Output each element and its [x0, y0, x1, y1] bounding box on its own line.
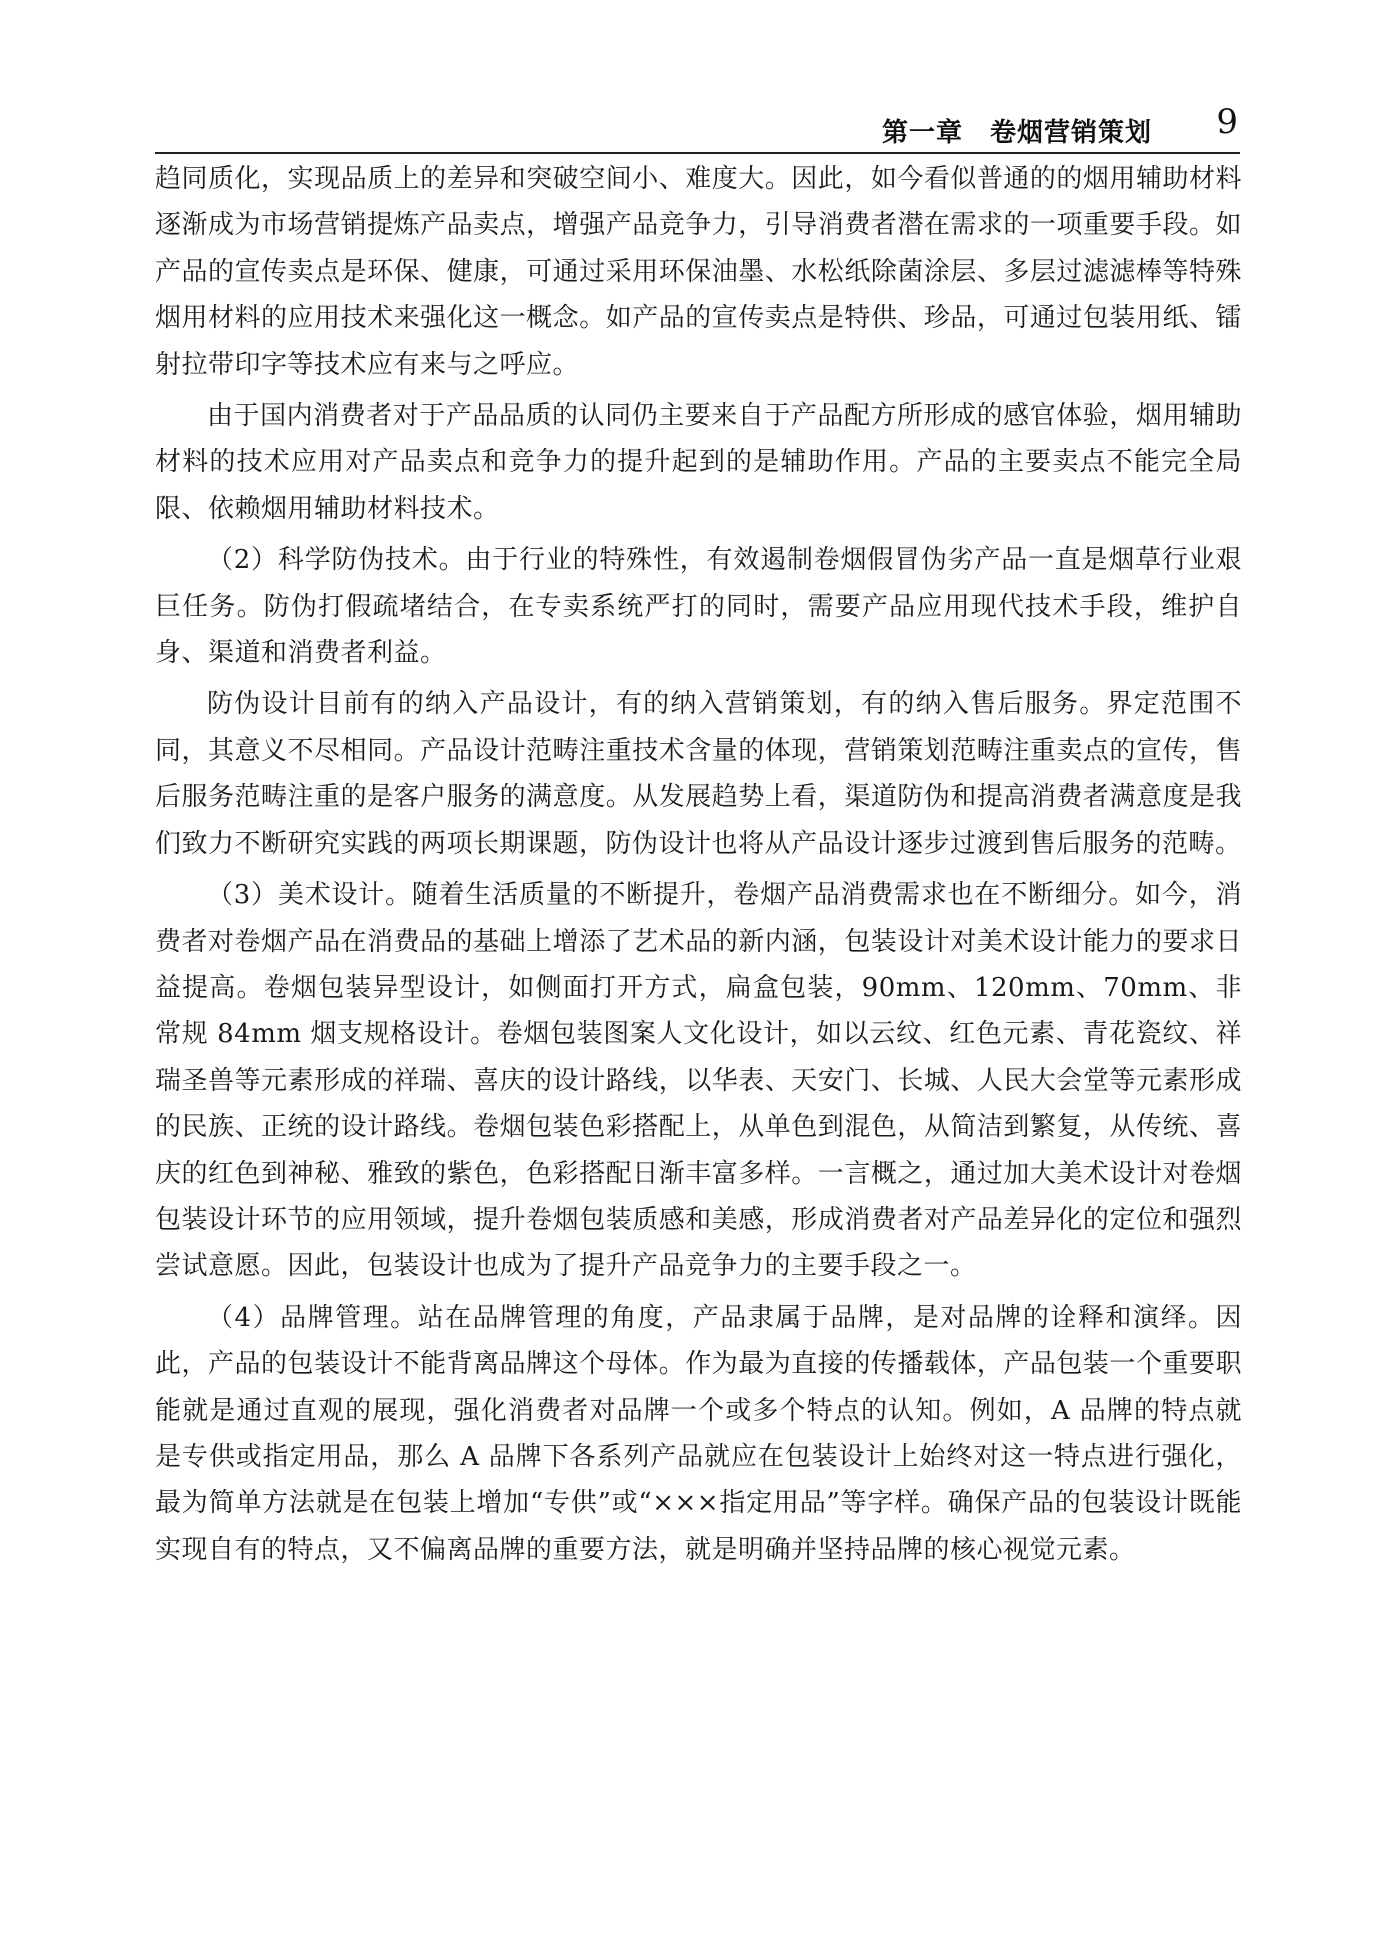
paragraph-section-2: （2）科学防伪技术。由于行业的特殊性，有效遏制卷烟假冒伪劣产品一直是烟草行业艰巨任务。防伪打假疏堵结合，在专卖系统严打的同时，需要产品应用现代技术手段，维护自身、渠道和消费者利益。: [155, 545, 1242, 669]
chapter-title: 第一章 卷烟营销策划: [881, 118, 1152, 148]
paragraph: 由于国内消费者对于产品品质的认同仍主要来自于产品配方所形成的感官体验，烟用辅助材料的技术应用对产品卖点和竞争力的提升起到的是辅助作用。产品的主要卖点不能完全局限、依赖烟用辅助材料技术。: [155, 401, 1242, 524]
paragraph-continued: 趋同质化，实现品质上的差异和突破空间小、难度大。因此，如今看似普通的的烟用辅助材料逐渐成为市场营销提炼产品卖点，增强产品竞争力，引导消费者潜在需求的一项重要手段。如产品的宣传卖点是环保、健康，可通过采用环保油墨、水松纸除菌涂层、多层过滤滤棒等特殊烟用材料的应用技术来强化这一概念。如产品的宣传卖点是特供、珍品，可通过包装用纸、镭射拉带印字等技术应有来与之呼应。: [155, 164, 1242, 380]
body-text: [155, 156, 1242, 1578]
paragraph: 防伪设计目前有的纳入产品设计，有的纳入营销策划，有的纳入售后服务。界定范围不同，其意义不尽相同。产品设计范畴注重技术含量的体现，营销策划范畴注重卖点的宣传，售后服务范畴注重的是客户服务的满意度。从发展趋势上看，渠道防伪和提高消费者满意度是我们致力不断研究实践的两项长期课题，防伪设计也将从产品设计逐步过渡到售后服务的范畴。: [155, 689, 1242, 859]
paragraph-section-3: （3）美术设计。随着生活质量的不断提升，卷烟产品消费需求也在不断细分。如今，消费者对卷烟产品在消费品的基础上增添了艺术品的新内涵，包装设计对美术设计能力的要求日益提高。卷烟包装异型设计，如侧面打开方式，扁盒包装，90mm、120mm、70mm、非常规 84mm 烟支规格设计。卷烟包装图案人文化设计，如以云纹、红色元素、青花瓷纹、祥瑞圣兽等元素形成的祥瑞、喜庆的设计路线，以华表、天安门、长城、人民大会堂等元素形成的民族、正统的设计路线。卷烟包装色彩搭配上，从单色到混色，从简洁到繁复，从传统、喜庆的红色到神秘、雅致的紫色，色彩搭配日渐丰富多样。一言概之，通过加大美术设计对卷烟包装设计环节的应用领域，提升卷烟包装质感和美感，形成消费者对产品差异化的定位和强烈尝试意愿。因此，包装设计也成为了提升产品竞争力的主要手段之一。: [155, 880, 1242, 1282]
paragraph-section-4: （4）品牌管理。站在品牌管理的角度，产品隶属于品牌，是对品牌的诠释和演绎。因此，产品的包装设计不能背离品牌这个母体。作为最为直接的传播载体，产品包装一个重要职能就是通过直观的展现，强化消费者对品牌一个或多个特点的认知。例如，A 品牌的特点就是专供或指定用品，那么 A 品牌下各系列产品就应在包装设计上始终对这一特点进行强化，最为简单方法就是在包装上增加“专供”或“×××指定用品”等字样。确保产品的包装设计既能实现自有的特点，又不偏离品牌的重要方法，就是明确并坚持品牌的核心视觉元素。: [155, 1302, 1242, 1565]
running-header: [155, 100, 1240, 154]
page-number: 9: [1216, 102, 1238, 142]
